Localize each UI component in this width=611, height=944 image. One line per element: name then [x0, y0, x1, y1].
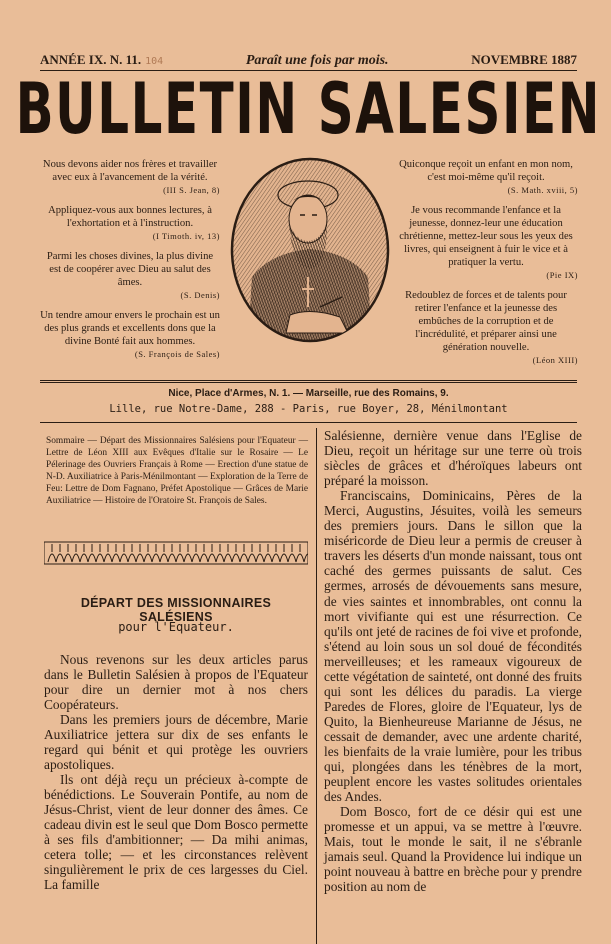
frequency-note: Paraît une fois par mois.: [245, 53, 389, 68]
paragraph: Franciscains, Dominicains, Pères de la Merci, Augustins, Jésuites, voilà les semeurs des premiers jours. Dans le sillon que la miséricorde de Dieu leur a permis de creuser à travers les déserts d'un monde naissant, tous ont caché des germes puissants de salut. Ces germes, arrosés de dévouements sans mesure, de vies saintes et innombrables, ont connu la mort vivifiante qui est une résurrection. Ce qu'ils ont jeté de racines de foi vive et profonde, s'étend au loin sous un sol doué de fécondités merveilleuses; et les rameaux vigoureux de cette végétation de sainteté, ont donné des fruits qui sont les délices du paradis. La vierge Paredes de Flores, gloire de l'Equateur, lys de Quito, la Bienheureuse Marianne de Jésus, ne cessait de demander, avec une ardente charité, les bienfaits de la vraie lumière, pour les tribus qui, plongées dans les ténèbres de la mort, peuplent encore les vastes solitudes orientales des Andes.: [324, 488, 582, 805]
masthead-title: BULLETIN SALESIEN: [15, 69, 602, 151]
column-divider: [316, 428, 317, 944]
ornament-arch: [296, 554, 304, 562]
ornament-arch: [256, 554, 264, 562]
address-line-2: Lille, rue Notre-Dame, 288 - Paris, rue Boyer, 28, Ménilmontant: [109, 403, 508, 415]
article-subtitle: pour l'Equateur.: [118, 620, 234, 634]
ornament-arch: [88, 554, 96, 562]
ornament-arch: [224, 554, 232, 562]
quote: Nous devons aider nos frères et travailler avec eux à l'avancement de la vérité. (III S. Jean, 8): [42, 159, 220, 195]
quotes-right: [394, 158, 578, 374]
ornament-arch: [200, 554, 208, 562]
ornament-arch: [48, 554, 56, 562]
paragraph: Dom Bosco, fort de ce désir qui est une promesse et un appui, va se mettre à l'œuvre. Mais, tout le monde le sait, il ne s'ébranle jamais seul. Quand la Providence lui indique un point nouveau à battre en brèche pour y prendre position au nom de: [324, 804, 582, 895]
ornament-arch: [208, 554, 216, 562]
paragraph: Ils ont déjà reçu un précieux à-compte de bénédictions. Le Souverain Pontife, au nom de Jésus-Christ, vient de leur donner des âmes. Ce cadeau divin est le seul que Dom Bosco permette à ses fils d'ambitionner; — Da mihi animas, cetera tolle; — et les circonstances relèvent singulièrement le prix de ces largesses du Ciel. La famille: [44, 772, 309, 892]
handwritten-number: 104: [145, 56, 164, 67]
issue-header: [40, 52, 577, 69]
ornament-arch: [56, 554, 64, 562]
ornamental-band: [44, 540, 308, 566]
ornament-arch: [280, 554, 288, 562]
ornament-arch: [64, 554, 72, 562]
address-rule-top: [40, 380, 577, 383]
ornament-arch: [288, 554, 296, 562]
paragraph: Dans les premiers jours de décembre, Marie Auxiliatrice jettera sur dix de ses enfants le regard qui bénit et qui protège les ouvriers apostoliques.: [44, 712, 308, 772]
ornament-arch: [120, 554, 128, 562]
ornament-arch: [72, 554, 80, 562]
ornament-arch: [264, 554, 272, 562]
paragraph: Salésienne, dernière venue dans l'Eglise de Dieu, reçoit un héritage sur une terre où trois siècles de grâces et d'héroïques labeurs ont préparé la moisson.: [324, 428, 582, 489]
paragraph: Nous revenons sur les deux articles parus dans le Bulletin Salésien à propos de l'Equateur pour dire un dernier mot à nos chers Coopérateurs.: [44, 652, 308, 712]
ornament-arch: [168, 554, 176, 562]
ornament-arch: [240, 554, 248, 562]
ornament-arch: [216, 554, 224, 562]
ornament-arch: [136, 554, 144, 562]
ornament-arch: [272, 554, 280, 562]
ornament-arch: [304, 554, 308, 562]
ornament-arch: [248, 554, 256, 562]
table-of-contents: Sommaire — Départ des Missionnaires Salésiens pour l'Equateur — Lettre de Léon XIII aux Evêques d'Italie sur le Rosaire — Le Pélerinage des Ouvriers Français à Rome — Erection d'une statue de N-D. Auxiliatrice à Paris-Ménilmontant — Exploration de la Terre de Feu: Lettre de Dom Fagnano, Préfet Apostolique — Grâces de Marie Auxiliatrice — Histoire de l'Oratoire St. François de Sales.: [46, 436, 308, 506]
quotes-left: [40, 158, 220, 368]
quote: Je vous recommande l'enfance et la jeunesse, donnez-leur une éducation chrétienne, mettez-leur sous les yeux des livres, qui enseignent à fuir le vice et à pratiquer la vertu. (Pie IX): [399, 205, 578, 280]
ornament-arch: [184, 554, 192, 562]
ornament-arch: [80, 554, 88, 562]
issue-number: ANNÉE IX. N. 11. 104: [40, 52, 164, 67]
article-body-left: [44, 652, 308, 892]
address-line-1: Nice, Place d'Armes, N. 1. — Marseille, rue des Romains, 9.: [168, 388, 449, 399]
ornament-arch: [144, 554, 152, 562]
article-title: DÉPART DES MISSIONNAIRES SALÉSIENS: [80, 596, 272, 624]
quote: Redoublez de forces et de talents pour retirer l'enfance et la jeunesse des embûches de la corruption et de l'incrédulité, et préparer ainsi une génération nouvelle. (Léon XIII): [405, 290, 578, 365]
address-rule-bottom: [40, 422, 577, 423]
ornament-arch: [152, 554, 160, 562]
ornament-arch: [232, 554, 240, 562]
quote: Un tendre amour envers le prochain est un des plus grands et excellents dons que la divine Bonté fait aux hommes. (S. François de Sales): [40, 310, 220, 359]
issue-date: NOVEMBRE 1887: [471, 52, 577, 67]
ornament-arch: [192, 554, 200, 562]
quote: Quiconque reçoit un enfant en mon nom, c'est moi-même qu'il reçoit. (S. Math. xviii, 5): [399, 159, 578, 195]
ornament-arch: [160, 554, 168, 562]
saint-portrait-engraving: [230, 157, 390, 343]
article-body-right: [324, 428, 582, 894]
quote: Parmi les choses divines, la plus divine est de coopérer avec Dieu au salut des âmes. (S. Denis): [46, 251, 220, 300]
ornament-arch: [104, 554, 112, 562]
ornament-arch: [128, 554, 136, 562]
ornament-arch: [96, 554, 104, 562]
ornament-arch: [112, 554, 120, 562]
ornament-arch: [176, 554, 184, 562]
quote: Appliquez-vous aux bonnes lectures, à l'exhortation et à l'instruction. (I Timoth. iv, 13): [48, 205, 220, 241]
